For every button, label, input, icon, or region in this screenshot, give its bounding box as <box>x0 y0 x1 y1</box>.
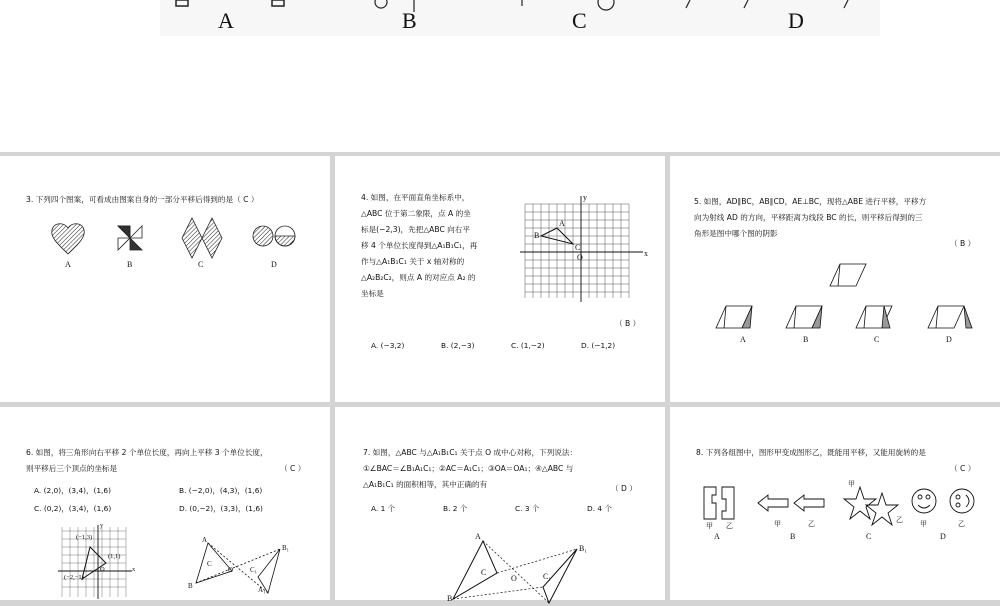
q5-line-1: 5. 如图，AD∥BC，AB∥CD，AE⊥BC，现将△ABE 进行平移，平移方 <box>694 197 927 206</box>
question-8-text: 8. 下列各组图中，图形甲变成图形乙，既能用平移，又能用旋转的是 <box>696 448 926 457</box>
q8-a-jia: 甲 <box>706 522 713 530</box>
q6-grid-point-1: (−1,3) <box>76 534 93 541</box>
q6-fig-o: O <box>228 566 234 574</box>
q7-point-o: O <box>511 574 517 583</box>
q3-option-a[interactable]: A <box>65 260 71 269</box>
q6-fig-a1: A₁ <box>258 586 266 594</box>
q6-answer: （ C ） <box>280 464 306 473</box>
q4-point-b: B <box>534 231 540 240</box>
question-3-text: 3. 下列四个图案，可看成由图案自身的一部分平移后得到的是（ C ） <box>26 195 259 204</box>
q4-coordinate-grid <box>335 156 665 402</box>
q4-point-a: A <box>559 219 565 228</box>
q4-line-7: 坐标是 <box>361 289 384 298</box>
q6-fig-c: C <box>207 560 212 568</box>
q4-line-6: △A₂B₂C₂，则点 A 的对应点 A₂ 的 <box>361 273 476 282</box>
q6-fig-c1: C₁ <box>250 566 258 574</box>
q8-c-yi: 乙 <box>896 516 903 524</box>
q4-option-a[interactable]: A. (−3,2) <box>371 341 405 350</box>
q6-fig-b1: B₁ <box>282 544 290 552</box>
q3-option-d[interactable]: D <box>271 260 277 269</box>
q7-figure <box>335 407 665 600</box>
q4-axis-x: x <box>644 249 648 258</box>
q7-point-b: B <box>447 594 453 603</box>
q7-option-a[interactable]: A. 1 个 <box>371 504 396 513</box>
q7-point-c1: C₁ <box>543 572 552 581</box>
q7-point-c: C <box>481 568 487 577</box>
q5-line-3: 角形是图中哪个图的阴影 <box>694 229 778 238</box>
q8-c-jia: 甲 <box>848 480 855 488</box>
q6-option-d[interactable]: D. (0,−2)，(3,3)，(1,6) <box>179 504 263 513</box>
question-card-6[interactable] <box>0 407 330 600</box>
q6-option-b[interactable]: B. (−2,0)，(4,3)，(1,6) <box>179 486 263 495</box>
q7-option-c[interactable]: C. 3 个 <box>515 504 540 513</box>
q8-b-jia: 甲 <box>774 520 781 528</box>
q8-option-c[interactable]: C <box>866 532 872 541</box>
q7-option-b[interactable]: B. 2 个 <box>443 504 468 513</box>
q4-line-5: 作与△A₁B₁C₁ 关于 x 轴对称的 <box>361 257 465 266</box>
q5-option-b[interactable]: B <box>803 335 809 344</box>
q6-line-2: 则平移后三个顶点的坐标是 <box>26 464 118 473</box>
previous-question-figures <box>0 0 1000 40</box>
question-3-figures <box>0 156 330 402</box>
q8-a-yi: 乙 <box>726 522 733 530</box>
question-card-3[interactable] <box>0 156 330 402</box>
q3-option-b[interactable]: B <box>127 260 133 269</box>
q4-option-c[interactable]: C. (1,−2) <box>511 341 545 350</box>
q8-option-a[interactable]: A <box>714 532 720 541</box>
q6-fig-a: A <box>202 536 208 544</box>
q8-option-d[interactable]: D <box>940 532 946 541</box>
q6-grid-origin: O <box>100 566 105 573</box>
q3-option-c[interactable]: C <box>198 260 204 269</box>
q8-d-yi: 乙 <box>958 520 965 528</box>
q8-figures <box>670 407 1000 600</box>
q5-figures <box>670 156 1000 402</box>
q7-point-b1: B₁ <box>579 544 588 553</box>
q5-line-2: 向为射线 AD 的方向，平移距离为线段 BC 的长，则平移后得到的三 <box>694 213 923 222</box>
q7-line-1: 7. 如图，△ABC 与△A₁B₁C₁ 关于点 O 成中心对称，下列说法： <box>363 448 578 457</box>
prev-option-c: C <box>572 8 587 33</box>
q6-grid-point-3: (−2,−1) <box>64 574 84 581</box>
q4-axis-y: y <box>583 193 587 202</box>
q6-figures <box>0 407 330 600</box>
question-card-4[interactable] <box>335 156 665 402</box>
question-card-8[interactable] <box>670 407 1000 600</box>
q7-point-a: A <box>475 532 481 541</box>
q4-option-b[interactable]: B. (2,−3) <box>441 341 475 350</box>
q4-origin: O <box>577 253 583 262</box>
q4-line-2: △ABC 位于第二象限，点 A 的坐 <box>361 209 471 218</box>
q6-grid-y: y <box>100 522 104 529</box>
q6-grid-point-2: (1,1) <box>108 553 121 560</box>
prev-option-a: A <box>218 8 234 33</box>
q4-option-d[interactable]: D. (−1,2) <box>581 341 616 350</box>
q6-line-1: 6. 如图，将三角形向右平移 2 个单位长度，再向上平移 3 个单位长度， <box>26 448 268 457</box>
q5-option-c[interactable]: C <box>874 335 880 344</box>
q4-line-1: 4. 如图，在平面直角坐标系中， <box>361 193 470 202</box>
q6-fig-b: B <box>188 582 193 590</box>
question-card-7[interactable] <box>335 407 665 603</box>
q5-option-d[interactable]: D <box>946 335 952 344</box>
q6-option-c[interactable]: C. (0,2)，(3,4)，(1,6) <box>34 504 112 513</box>
q7-option-d[interactable]: D. 4 个 <box>587 504 612 513</box>
q5-option-a[interactable]: A <box>740 335 746 344</box>
prev-option-d: D <box>788 8 804 33</box>
prev-option-b: B <box>402 8 417 33</box>
q8-d-jia: 甲 <box>920 520 927 528</box>
q4-line-4: 移 4 个单位长度得到△A₁B₁C₁，再 <box>361 241 478 250</box>
q4-answer: （ B ） <box>615 319 641 328</box>
question-card-5[interactable] <box>670 156 1000 402</box>
q8-b-yi: 乙 <box>808 520 815 528</box>
q6-option-a[interactable]: A. (2,0)，(3,4)，(1,6) <box>34 486 111 495</box>
q5-answer: （ B ） <box>950 239 976 248</box>
q8-option-b[interactable]: B <box>790 532 796 541</box>
q8-answer: （ C ） <box>950 464 976 473</box>
q7-line-3: △A₁B₁C₁ 的面积相等，其中正确的有 <box>363 480 488 489</box>
q7-answer: （ D ） <box>611 484 637 493</box>
q7-line-2: ①∠BAC＝∠B₁A₁C₁；②AC＝A₁C₁；③OA＝OA₁；④△ABC 与 <box>363 464 574 473</box>
q6-grid-x: x <box>132 566 136 573</box>
previous-figures-partial <box>0 0 1000 40</box>
q4-point-c: C <box>575 243 581 252</box>
previous-question-strip <box>0 0 1000 152</box>
q4-line-3: 标是(−2,3)，先把△ABC 向右平 <box>361 225 470 234</box>
